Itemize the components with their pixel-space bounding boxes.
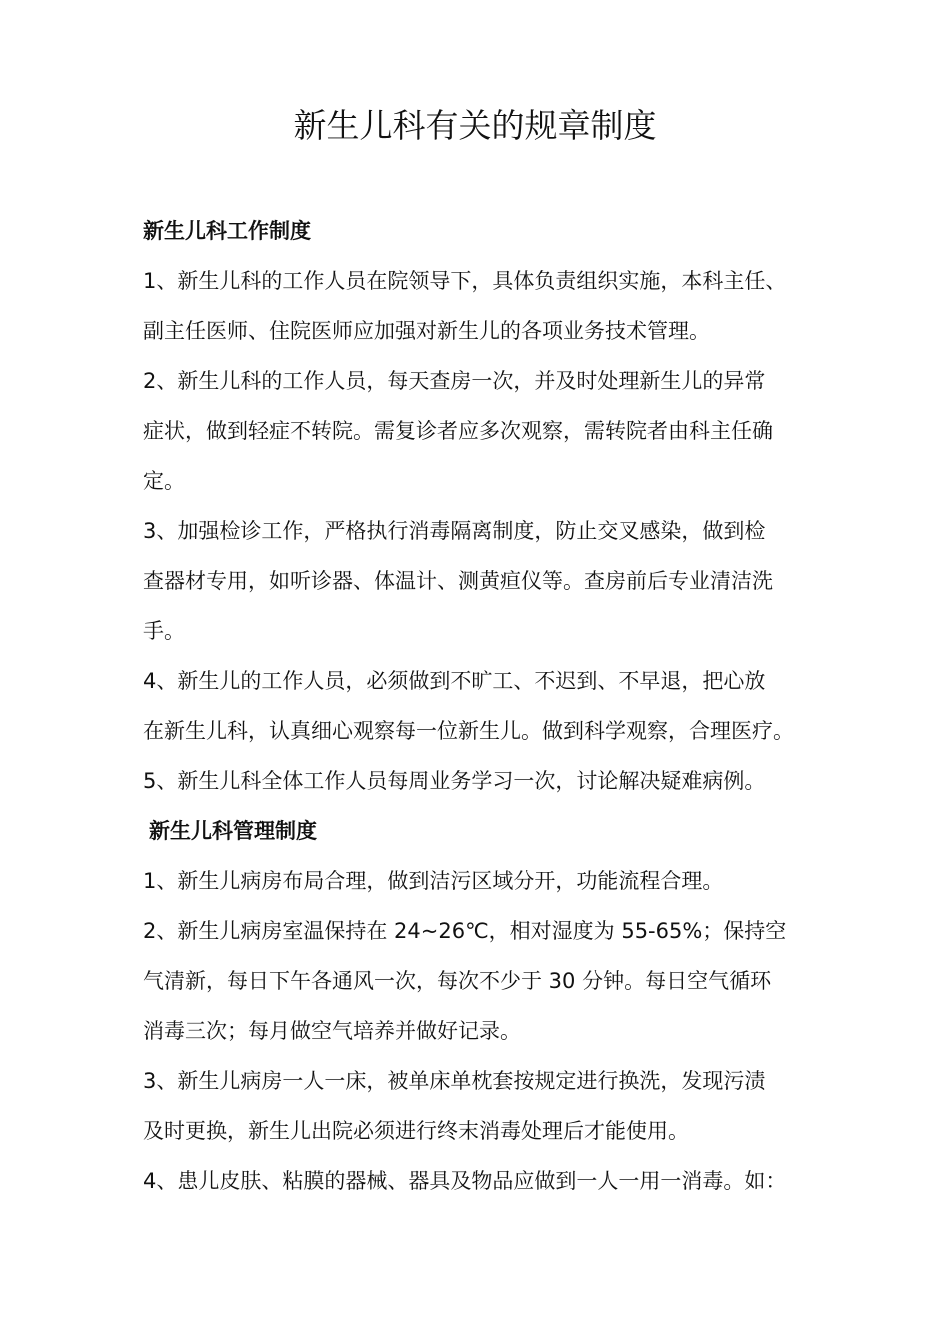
text-line: 4、患儿皮肤、粘膜的器械、器具及物品应做到一人一用一消毒。如：: [143, 1169, 787, 1193]
text-line: 手。: [143, 619, 185, 643]
text-line: 症状，做到轻症不转院。需复诊者应多次观察，需转院者由科主任确: [143, 419, 773, 443]
paragraph-work-5: [143, 756, 823, 806]
text-line: 5、新生儿科全体工作人员每周业务学习一次，讨论解决疑难病例。: [143, 769, 766, 793]
text-line: 定。: [143, 469, 185, 493]
text-line: 3、新生儿病房一人一床，被单床单枕套按规定进行换洗，发现污渍: [143, 1069, 766, 1093]
paragraph-mgmt-3: [143, 1056, 823, 1156]
paragraph-work-2: [143, 356, 823, 506]
text-line: 2、新生儿科的工作人员，每天查房一次，并及时处理新生儿的异常: [143, 369, 766, 393]
text-line: 1、新生儿病房布局合理，做到洁污区域分开，功能流程合理。: [143, 869, 724, 893]
text-line: 副主任医师、住院医师应加强对新生儿的各项业务技术管理。: [143, 319, 710, 343]
text-line: 2、新生儿病房室温保持在 24~26℃，相对湿度为 55-65%；保持空: [143, 919, 787, 943]
document-body: [143, 206, 823, 1206]
text-line: 消毒三次；每月做空气培养并做好记录。: [143, 1019, 521, 1043]
paragraph-mgmt-1: [143, 856, 823, 906]
text-line: 1、新生儿科的工作人员在院领导下，具体负责组织实施，本科主任、: [143, 269, 787, 293]
paragraph-work-1: [143, 256, 823, 356]
text-line: 查器材专用，如听诊器、体温计、测黄疸仪等。查房前后专业清洁洗: [143, 569, 773, 593]
paragraph-mgmt-2: [143, 906, 823, 1056]
paragraph-mgmt-4: [143, 1156, 823, 1206]
text-line: 4、新生儿的工作人员，必须做到不旷工、不迟到、不早退，把心放: [143, 669, 766, 693]
text-line: 及时更换，新生儿出院必须进行终末消毒处理后才能使用。: [143, 1119, 689, 1143]
paragraph-work-4: [143, 656, 823, 756]
section-heading-work-rules: 新生儿科工作制度: [143, 219, 311, 243]
text-line: 在新生儿科，认真细心观察每一位新生儿。做到科学观察，合理医疗。: [143, 719, 794, 743]
section-heading-management-rules: 新生儿科管理制度: [149, 819, 317, 843]
text-line: 3、加强检诊工作，严格执行消毒隔离制度，防止交叉感染，做到检: [143, 519, 766, 543]
paragraph-work-3: [143, 506, 823, 656]
text-line: 气清新，每日下午各通风一次，每次不少于 30 分钟。每日空气循环: [143, 969, 772, 993]
document-title: 新生儿科有关的规章制度: [293, 106, 657, 145]
